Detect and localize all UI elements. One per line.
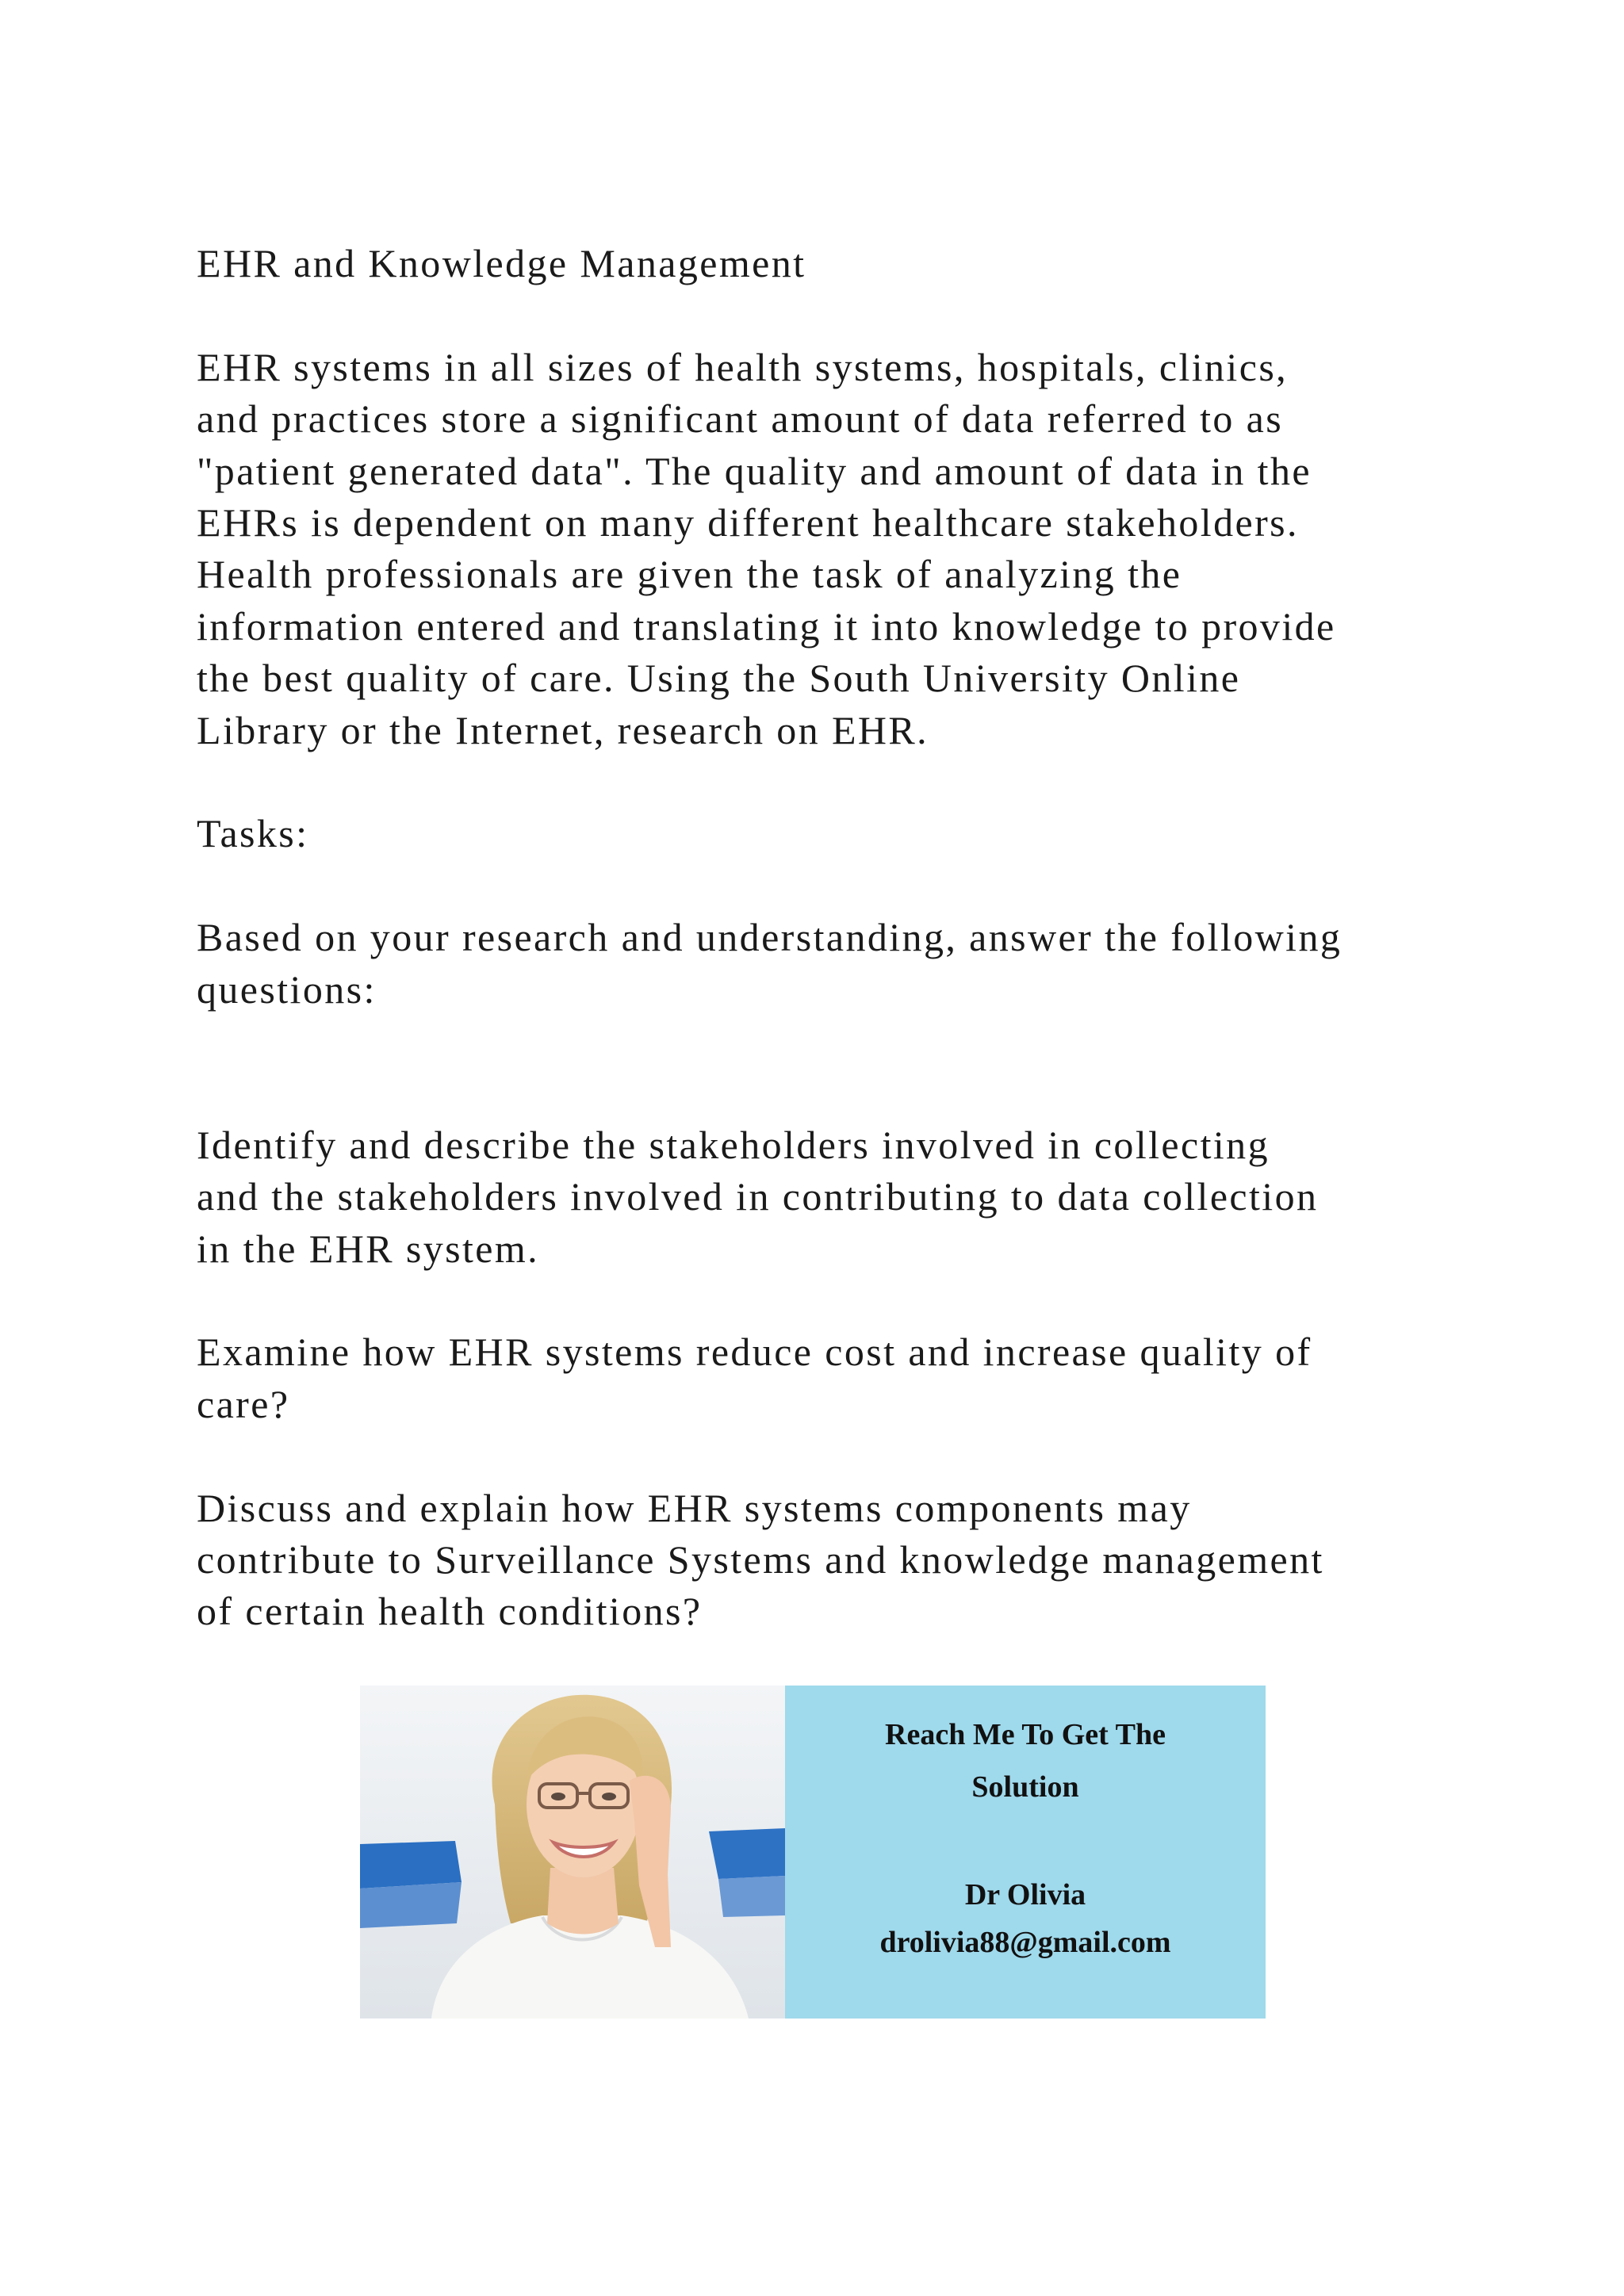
- question-2-line: Examine how EHR systems reduce cost and increase quality of: [197, 1330, 1312, 1375]
- contact-card: [785, 1686, 1266, 2019]
- contact-email[interactable]: drolivia88@gmail.com: [879, 1926, 1171, 1959]
- woman-photo: [360, 1686, 785, 2019]
- contact-banner: [360, 1686, 1266, 2019]
- contact-name: Dr Olivia: [964, 1878, 1086, 1911]
- intro-line: "patient generated data". The quality and amount of data in the: [197, 448, 1312, 493]
- question-1-line: Identify and describe the stakeholders involved in collecting: [197, 1122, 1270, 1167]
- question-3-line: contribute to Surveillance Systems and knowledge management: [197, 1537, 1324, 1582]
- document-body: [197, 238, 1465, 1638]
- intro-line: Health professionals are given the task of analyzing the: [197, 552, 1182, 597]
- question-3-line: of certain health conditions?: [197, 1589, 703, 1634]
- intro-line: and practices store a significant amount of data referred to as: [197, 396, 1284, 442]
- prompt-line: questions:: [197, 966, 377, 1012]
- intro-line: Library or the Internet, research on EHR.: [197, 707, 929, 752]
- question-1-line: in the EHR system.: [197, 1226, 540, 1271]
- intro-line: EHRs is dependent on many different healthcare stakeholders.: [197, 500, 1299, 545]
- document-title: EHR and Knowledge Management: [197, 241, 806, 285]
- question-1-line: and the stakeholders involved in contributing to data collection: [197, 1174, 1319, 1219]
- card-heading-line-1: Reach Me To Get The: [885, 1718, 1166, 1751]
- prompt-line: Based on your research and understanding, answer the following: [197, 915, 1342, 960]
- card-heading-line-2: Solution: [971, 1770, 1079, 1804]
- tasks-heading: Tasks:: [197, 811, 309, 856]
- intro-line: the best quality of care. Using the South University Online: [197, 656, 1241, 701]
- question-2-line: care?: [197, 1381, 290, 1426]
- intro-line: EHR systems in all sizes of health systems, hospitals, clinics,: [197, 344, 1289, 389]
- question-3-line: Discuss and explain how EHR systems components may: [197, 1485, 1192, 1530]
- intro-line: information entered and translating it into knowledge to provide: [197, 603, 1336, 649]
